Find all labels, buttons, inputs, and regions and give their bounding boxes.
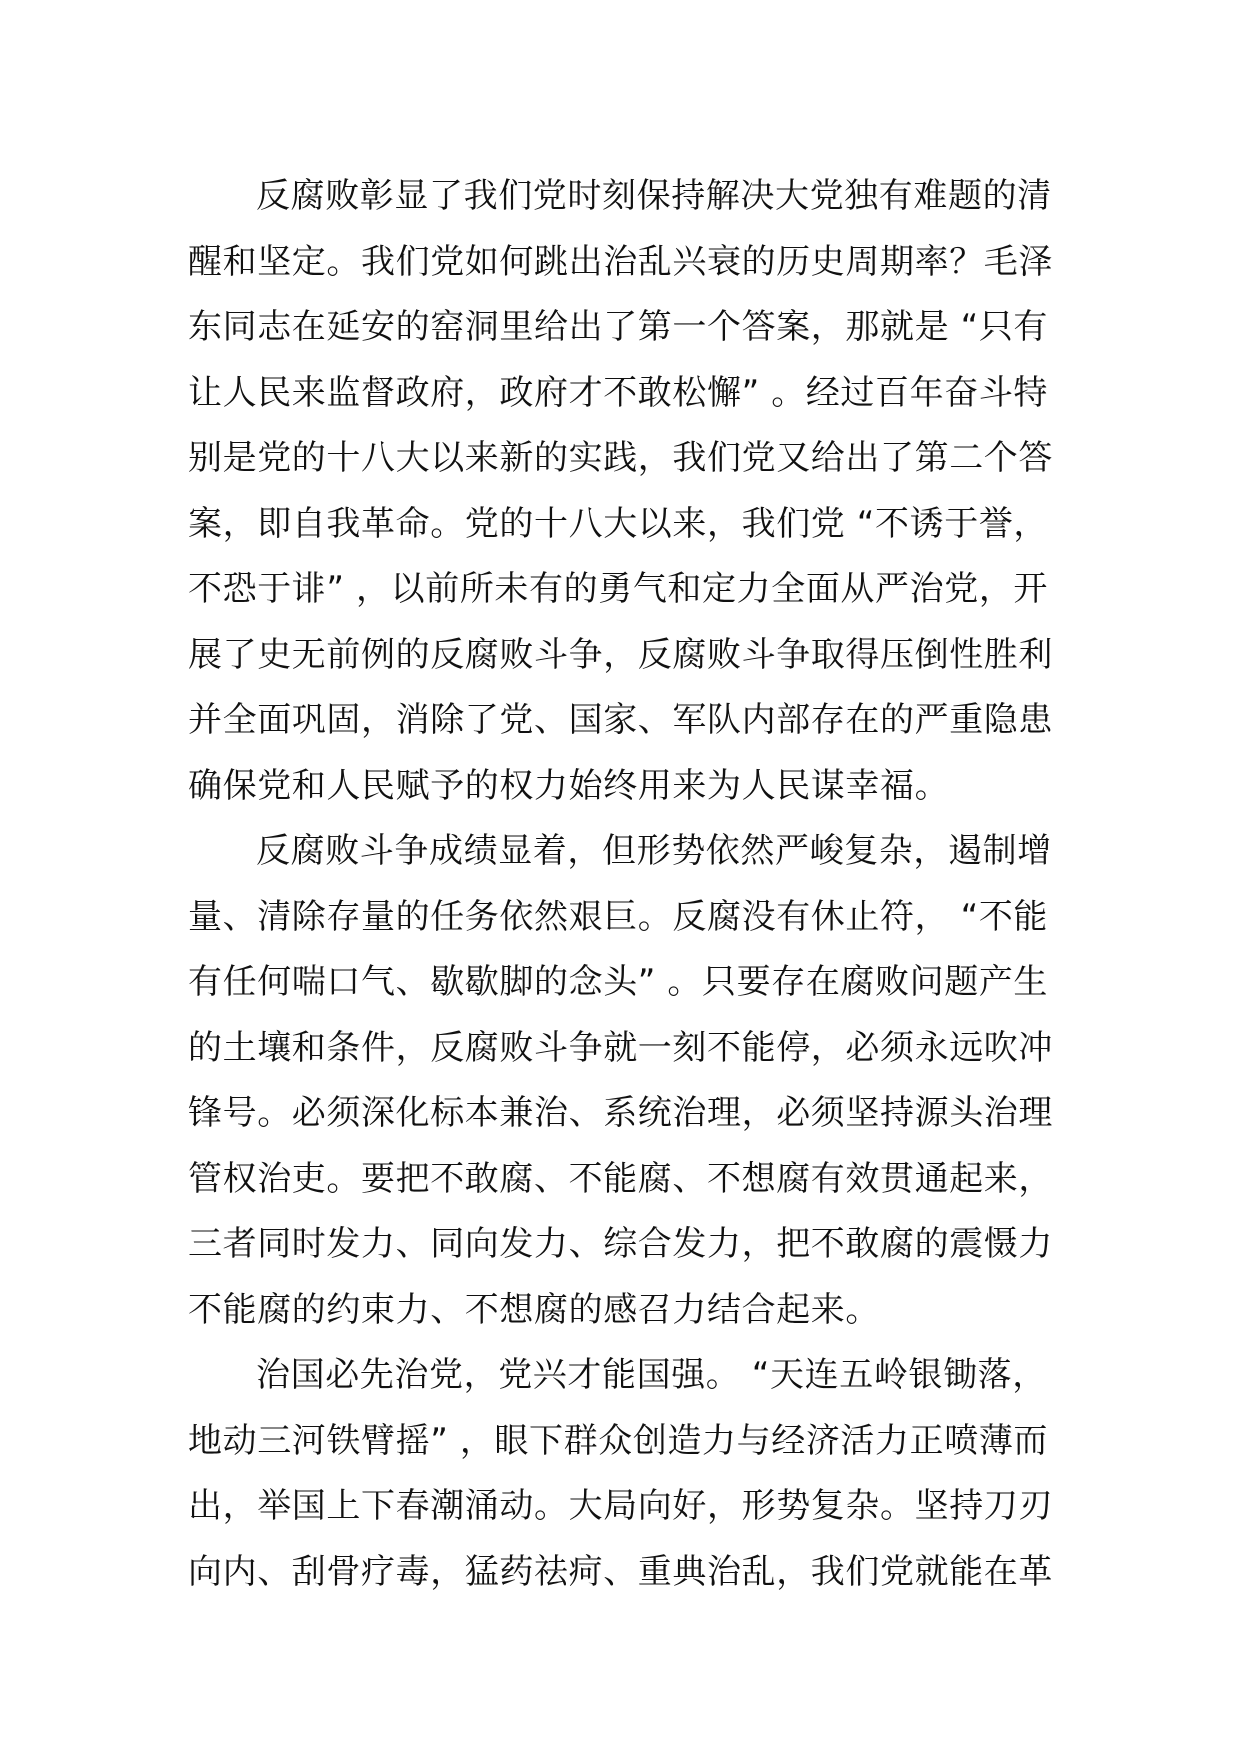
paragraph-3-line-2: 地动三河铁臂摇” ，眼下群众创造力与经济活力正喷薄而 — [188, 1420, 1049, 1461]
paragraph-1-line-8: 展了史无前例的反腐败斗争，反腐败斗争取得压倒性胜利 — [188, 634, 1053, 675]
paragraph-1-line-9: 并全面巩固，消除了党、国家、军队内部存在的严重隐患 — [188, 700, 1053, 740]
paragraph-1-line-3: 东同志在延安的窑洞里给出了第一个答案，那就是 “只有 — [188, 307, 1049, 347]
paragraph-3-line-3: 出，举国上下春潮涌动。大局向好，形势复杂。坚持刀刃 — [188, 1486, 1053, 1526]
body-text — [188, 164, 1068, 1605]
paragraph-1-line-1: 反腐败彰显了我们党时刻保持解决大党独有难题的清 — [256, 176, 1052, 216]
paragraph-2-line-1: 反腐败斗争成绩显着，但形势依然严峻复杂，遏制增 — [256, 831, 1052, 871]
paragraph-3-line-1: 治国必先治党，党兴才能国强。 “天连五岭银锄落， — [256, 1355, 1047, 1395]
paragraph-2-line-3: 有任何喘口气、歇歇脚的念头” 。只要存在腐败问题产生 — [188, 962, 1049, 1002]
paragraph-1-line-7: 不恐于诽” ，以前所未有的勇气和定力全面从严治党，开 — [188, 569, 1049, 609]
paragraph-1-line-4: 让人民来监督政府，政府才不敢松懈” 。经过百年奋斗特 — [188, 372, 1049, 413]
paragraph-2-line-7: 三者同时发力、同向发力、综合发力，把不敢腐的震慑力 — [188, 1224, 1053, 1264]
paragraph-3-line-4: 向内、刮骨疗毒，猛药祛疴、重典治乱，我们党就能在革 — [188, 1551, 1053, 1592]
paragraph-2-line-8: 不能腐的约束力、不想腐的感召力结合起来。 — [188, 1289, 880, 1330]
paragraph-2-line-5: 锋号。必须深化标本兼治、系统治理，必须坚持源头治理 — [188, 1093, 1053, 1133]
paragraph-2-line-4: 的土壤和条件，反腐败斗争就一刻不能停，必须永远吹冲 — [188, 1027, 1053, 1068]
paragraph-1-line-5: 别是党的十八大以来新的实践，我们党又给出了第二个答 — [188, 438, 1053, 478]
paragraph-1-line-2: 醒和坚定。我们党如何跳出治乱兴衰的历史周期率？毛泽 — [188, 241, 1053, 282]
paragraph-1-line-10: 确保党和人民赋予的权力始终用来为人民谋幸福。 — [188, 765, 950, 806]
paragraph-2-line-2: 量、清除存量的任务依然艰巨。反腐没有休止符， “不能 — [188, 896, 1049, 937]
paragraph-1-line-6: 案，即自我革命。党的十八大以来，我们党 “不诱于誉， — [188, 503, 1049, 544]
paragraph-2-line-6: 管权治吏。要把不敢腐、不能腐、不想腐有效贯通起来， — [188, 1158, 1053, 1199]
